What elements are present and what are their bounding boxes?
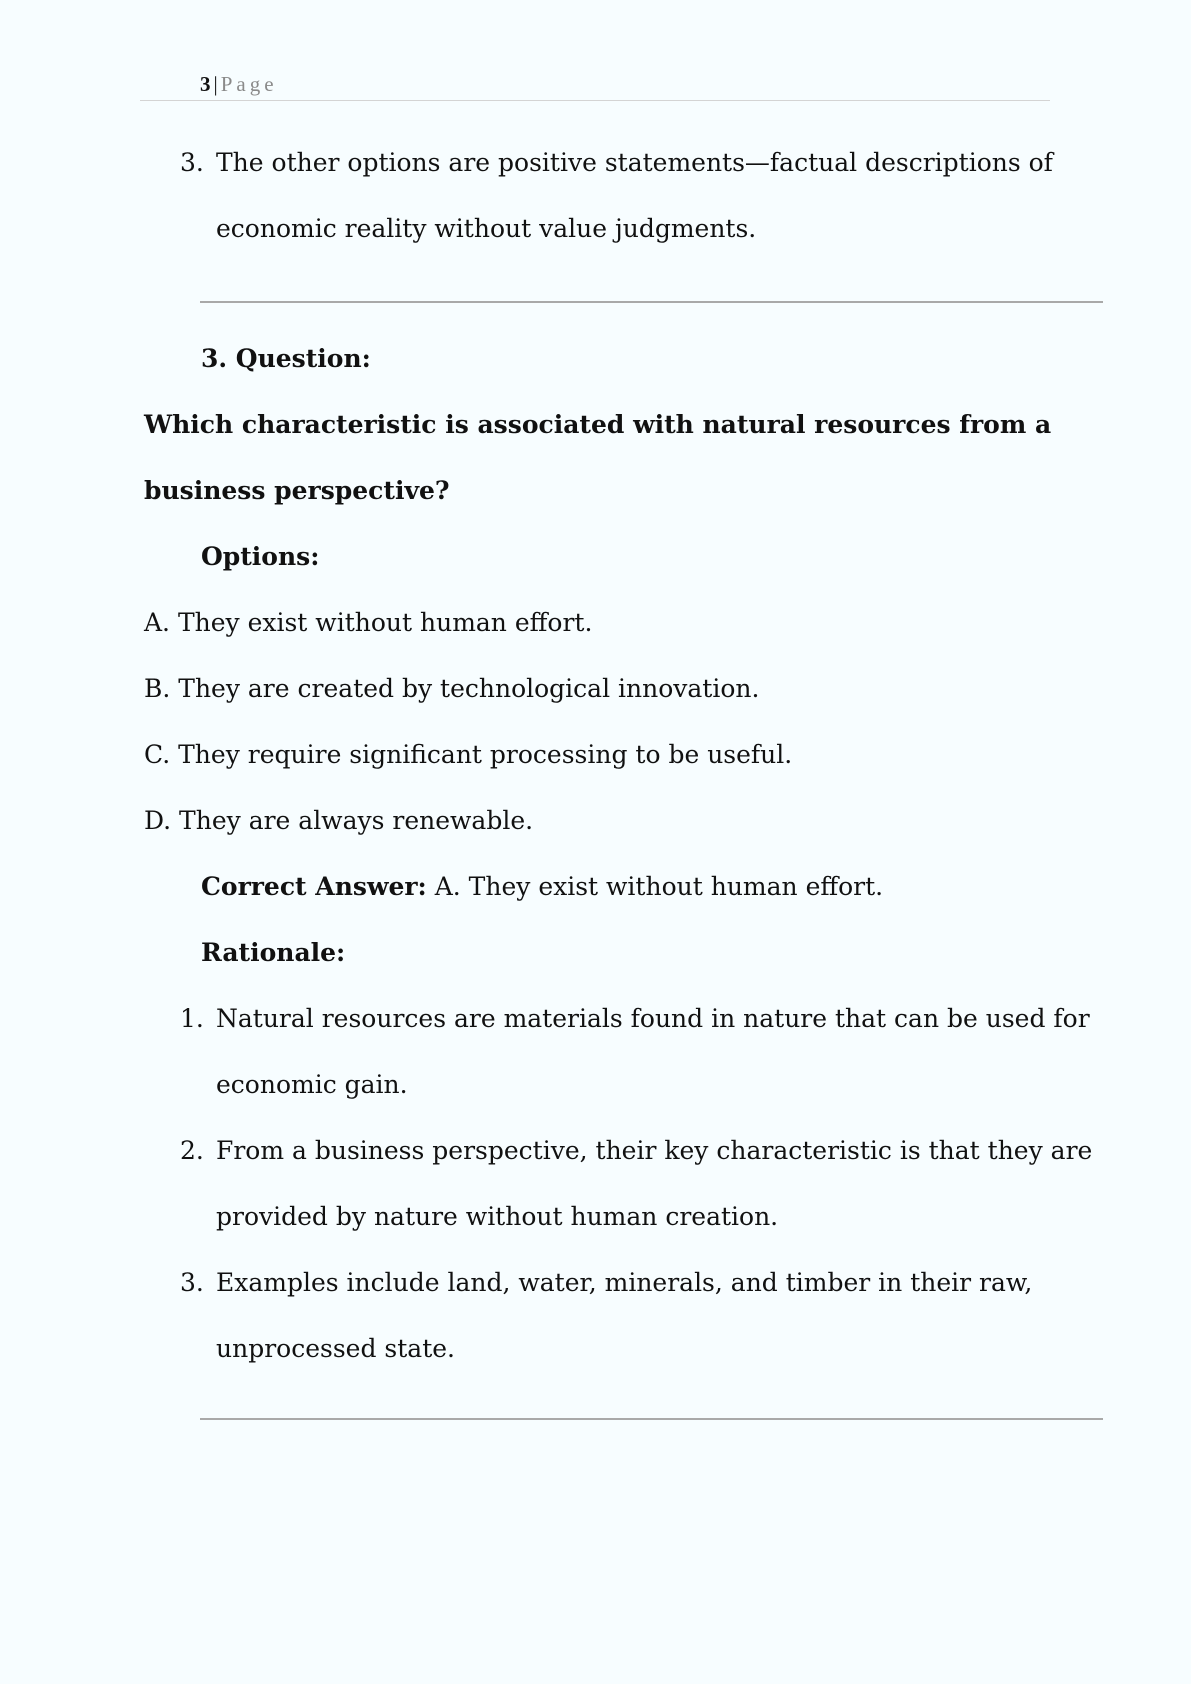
- options-heading: Options:: [201, 542, 320, 571]
- rationale-item-3-line1: Examples include land, water, minerals, and timber in their raw,: [216, 1268, 1033, 1297]
- correct-answer-value: A. They exist without human effort.: [426, 872, 884, 901]
- rationale-item-2-line2: provided by nature without human creation.: [216, 1202, 779, 1231]
- prev-rationale-item-line1: The other options are positive statements—factual descriptions of: [216, 148, 1053, 177]
- option-b: B. They are created by technological innovation.: [144, 674, 760, 703]
- header-rule: [140, 100, 1050, 101]
- page-header: [200, 72, 278, 97]
- question-heading: 3. Question:: [201, 344, 371, 373]
- prev-rationale-item-line2: economic reality without value judgments.: [216, 214, 757, 243]
- header-separator: |: [213, 72, 218, 96]
- page-word: Page: [220, 72, 278, 96]
- rationale-item-2-line1: From a business perspective, their key characteristic is that they are: [216, 1136, 1093, 1165]
- correct-answer-label: Correct Answer:: [201, 872, 427, 901]
- correct-answer: [201, 870, 883, 904]
- page-number: 3: [200, 72, 211, 96]
- rationale-item-2-number: 2.: [180, 1136, 204, 1165]
- rationale-item-1-line1: Natural resources are materials found in nature that can be used for: [216, 1004, 1090, 1033]
- section-divider: [200, 301, 1103, 303]
- prev-rationale-item-number: 3.: [180, 148, 204, 177]
- section-divider-bottom: [200, 1418, 1103, 1420]
- rationale-item-3-number: 3.: [180, 1268, 204, 1297]
- question-text-line1: Which characteristic is associated with natural resources from a: [144, 410, 1052, 439]
- option-d: D. They are always renewable.: [144, 806, 534, 835]
- rationale-item-3-line2: unprocessed state.: [216, 1334, 455, 1363]
- rationale-item-1-number: 1.: [180, 1004, 204, 1033]
- rationale-heading: Rationale:: [201, 938, 346, 967]
- option-a: A. They exist without human effort.: [144, 608, 593, 637]
- rationale-item-1-line2: economic gain.: [216, 1070, 408, 1099]
- question-text-line2: business perspective?: [144, 476, 450, 505]
- option-c: C. They require significant processing to be useful.: [144, 740, 793, 769]
